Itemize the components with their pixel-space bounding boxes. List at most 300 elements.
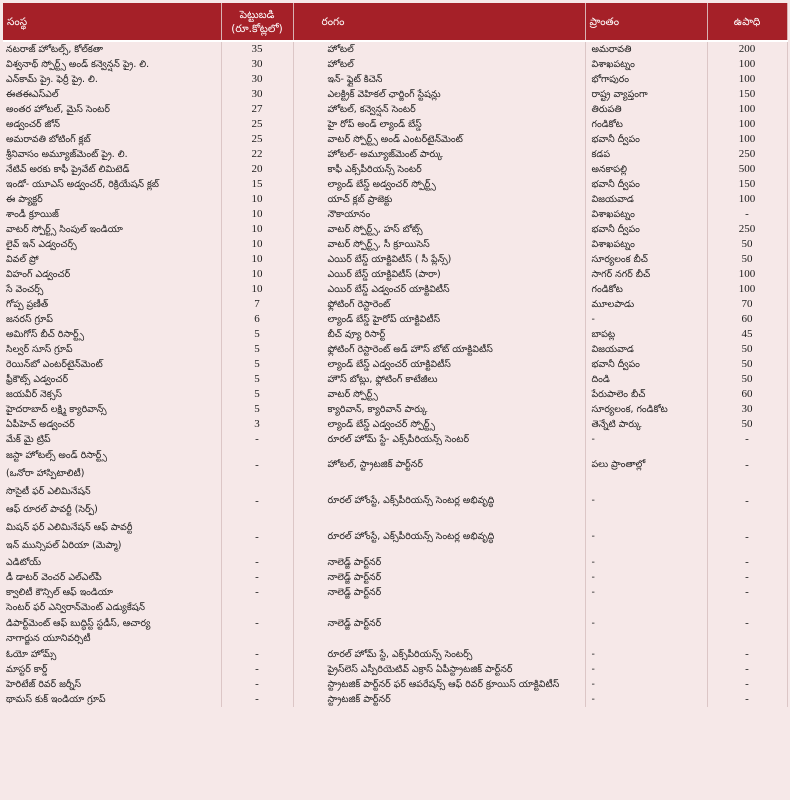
investment-cell <box>221 372 293 387</box>
investment-cell-text: 10 <box>251 268 263 280</box>
org-cell-text: సే వెంచర్స్ <box>6 284 44 295</box>
sector-cell-text: రూరల్ హోంస్టే, ఎక్స్‌పీరియన్స్ సెంటర్ల అభివృద్ధి <box>327 495 495 506</box>
org-cell-text: అమరావతి బోటింగ్ క్లబ్ <box>6 134 91 145</box>
investment-cell-text: 15 <box>251 178 263 190</box>
org-cell-text: శాండీ క్రూయిజ్ <box>6 209 59 220</box>
investment-cell <box>221 87 293 102</box>
sector-cell-text: హోటల్ <box>327 59 354 70</box>
table-row <box>3 600 787 647</box>
employment-cell <box>707 57 787 72</box>
table-header <box>3 3 787 41</box>
employment-cell <box>707 662 787 677</box>
org-cell <box>3 417 221 432</box>
table-row <box>3 162 787 177</box>
employment-cell <box>707 72 787 87</box>
area-cell <box>585 192 707 207</box>
employment-cell-text: - <box>745 208 749 220</box>
sector-cell <box>293 297 585 312</box>
area-cell-text: భవానీ ద్వీపం <box>591 224 640 235</box>
investment-cell-text: 30 <box>251 88 263 100</box>
employment-cell-text: - <box>745 495 749 507</box>
table-row <box>3 102 787 117</box>
area-cell <box>585 87 707 102</box>
employment-cell <box>707 192 787 207</box>
org-cell-text: జనరస్ గ్రూప్ <box>6 314 53 325</box>
org-cell-text: హైదరాబాద్ లక్ష్మి క్యారివాన్స్ <box>6 404 107 415</box>
investment-cell <box>221 417 293 432</box>
investment-cell-text: 5 <box>254 373 260 385</box>
investment-cell-text: 27 <box>251 103 263 115</box>
sector-cell-text: ల్యాండ్ బేస్డ్ ఎడ్వంచర్ స్పోర్ట్స్ <box>327 419 436 430</box>
sector-cell-text: ప్రైస్‌లెస్ ఎస్పీరియెటివ్ ఎక్రాస్ ఏపీస్ట్రాటజిక్ పార్ట్‌నర్ <box>327 663 513 675</box>
investment-cell-text: 10 <box>251 283 263 295</box>
area-cell <box>585 585 707 600</box>
investment-cell <box>221 282 293 297</box>
investment-cell-text: - <box>255 647 259 660</box>
investment-cell-text: - <box>255 459 259 471</box>
investment-cell <box>221 117 293 132</box>
sector-cell <box>293 417 585 432</box>
org-cell <box>3 432 221 447</box>
employment-cell <box>707 132 787 147</box>
area-cell <box>585 267 707 282</box>
table-row <box>3 387 787 402</box>
sector-cell-text: స్ట్రాటజిక్ పార్ట్‌నర్ ఫర్ ఆపరేషన్స్ ఆఫ్ రివర్ క్రూయిస్ యాక్టివిటీస్ <box>327 678 560 690</box>
org-cell-text: నేటివ్ అరకు కాఫీ ప్రైవేట్ లిమిటెడ్ <box>6 164 130 175</box>
employment-cell <box>707 147 787 162</box>
area-cell-text: తెన్నేటి పార్కు <box>591 419 642 430</box>
area-cell-text: విశాఖపట్నం <box>591 239 635 250</box>
org-cell <box>3 222 221 237</box>
employment-cell-text: 60 <box>741 313 753 325</box>
sector-cell-text: నాలెడ్జ్ పార్ట్‌నర్ <box>327 572 382 583</box>
sector-cell <box>293 207 585 222</box>
area-cell <box>585 327 707 342</box>
area-cell <box>585 282 707 297</box>
table-row <box>3 585 787 600</box>
investment-cell <box>221 57 293 72</box>
sector-cell <box>293 327 585 342</box>
investment-cell <box>221 570 293 585</box>
header-organization: సంస్థ <box>3 3 221 41</box>
sector-cell <box>293 357 585 372</box>
org-cell-text: శ్రీనివాసం అమ్యూజ్‌మెంట్ ప్రై. లి. <box>6 149 128 160</box>
header-investment: పెట్టుబడి (రూ.కోట్లలో) <box>221 3 293 41</box>
area-cell <box>585 555 707 570</box>
employment-cell-text: 60 <box>741 388 753 400</box>
area-cell-text: - <box>591 617 595 629</box>
header-employment: ఉపాధి <box>707 3 787 41</box>
area-cell <box>585 677 707 692</box>
employment-cell <box>707 387 787 402</box>
org-cell-text: రెయిన్‌బో ఎంటర్‌టైన్‌మెంట్ <box>6 359 103 370</box>
org-cell-text: జయవీర్ నెక్సస్ <box>6 389 62 400</box>
area-cell <box>585 297 707 312</box>
employment-cell <box>707 519 787 555</box>
employment-cell-text: 50 <box>741 343 753 355</box>
org-cell <box>3 237 221 252</box>
table-row <box>3 555 787 570</box>
org-cell <box>3 342 221 357</box>
area-cell <box>585 662 707 677</box>
org-cell-text: విశ్వనాథ్ స్పోర్ట్స్ అండ్ కన్వెన్షన్ ప్రై. లి. <box>6 59 150 70</box>
employment-cell-text: 50 <box>741 253 753 265</box>
employment-cell <box>707 677 787 692</box>
investment-cell <box>221 237 293 252</box>
org-cell <box>3 297 221 312</box>
org-cell <box>3 692 221 707</box>
investment-cell-text: 10 <box>251 193 263 205</box>
investment-cell <box>221 162 293 177</box>
table-row <box>3 342 787 357</box>
area-cell-text: పేరుపాలెం బీచ్ <box>591 389 646 400</box>
org-cell-text: విహంగ్ ఎడ్వంచర్ <box>6 269 71 280</box>
table-body <box>3 41 787 707</box>
org-cell <box>3 570 221 585</box>
investment-cell-text: - <box>255 586 259 598</box>
employment-cell-text: 100 <box>738 58 756 70</box>
investment-cell <box>221 72 293 87</box>
employment-cell-text: 150 <box>738 88 756 100</box>
sector-cell-text: ఎయిర్ బేస్డ్ యాక్టివిటీస్ (పారా) <box>327 269 441 280</box>
table-row <box>3 87 787 102</box>
investment-cell-text: 22 <box>251 148 263 160</box>
org-cell-text: డీ డాటర్ వెంచర్ ఎల్ఎల్‌పీ <box>6 572 102 583</box>
investment-cell <box>221 267 293 282</box>
investment-cell-text: 5 <box>254 388 260 400</box>
area-cell-text: విజయవాడ <box>591 194 634 205</box>
employment-cell <box>707 297 787 312</box>
area-cell <box>585 692 707 707</box>
employment-cell <box>707 222 787 237</box>
area-cell-text: - <box>591 495 595 506</box>
sector-cell-text: ల్యాండ్ బేస్డ్ అడ్వంచర్ స్పోర్ట్స్ <box>327 179 436 190</box>
table-row <box>3 677 787 692</box>
sector-cell <box>293 662 585 677</box>
sector-cell-text: హోటల్, స్ట్రాటజిక్ పార్ట్‌నర్ <box>327 459 423 470</box>
area-cell <box>585 117 707 132</box>
investment-cell <box>221 600 293 647</box>
investment-cell <box>221 585 293 600</box>
org-cell-text: గోప్ప ప్రణీత్ <box>6 299 49 310</box>
sector-cell-text: వాటర్ స్పోర్ట్స్ <box>327 389 378 400</box>
employment-cell <box>707 417 787 432</box>
sector-cell <box>293 222 585 237</box>
area-cell <box>585 387 707 402</box>
org-cell <box>3 57 221 72</box>
sector-cell-text: హై రోప్ అండ్ ల్యాండ్ బేస్డ్ <box>327 119 422 130</box>
area-cell <box>585 162 707 177</box>
area-cell-text: దిండి <box>591 374 610 385</box>
table-row <box>3 117 787 132</box>
org-cell <box>3 555 221 570</box>
employment-cell <box>707 87 787 102</box>
employment-cell-text: 100 <box>738 193 756 205</box>
org-cell-text: క్వాలిటీ కౌన్సిల్ ఆఫ్ ఇండియా <box>6 587 113 598</box>
investment-cell <box>221 677 293 692</box>
employment-cell-text: - <box>745 692 749 705</box>
sector-cell-text: ఎయిర్ బేస్డ్ ఎడ్వంచర్ యాక్టివిటీస్ <box>327 284 450 295</box>
org-cell-text: నటరాజ్ హోటల్స్, కోల్‌కతా <box>6 44 104 55</box>
table-row <box>3 57 787 72</box>
org-cell <box>3 662 221 677</box>
investment-cell-text: - <box>255 677 259 690</box>
employment-cell-text: 50 <box>741 418 753 430</box>
employment-cell-text: - <box>745 556 749 568</box>
investment-cell-text: 6 <box>254 313 260 325</box>
area-cell <box>585 147 707 162</box>
sector-cell <box>293 282 585 297</box>
table-row <box>3 647 787 662</box>
sector-cell <box>293 692 585 707</box>
org-cell <box>3 252 221 267</box>
area-cell <box>585 372 707 387</box>
area-cell-text: - <box>591 314 595 325</box>
area-cell-text: గండికోట <box>591 284 623 295</box>
employment-cell <box>707 237 787 252</box>
sector-cell <box>293 192 585 207</box>
sector-cell <box>293 312 585 327</box>
sector-cell-text: క్యారివాన్, క్యారివాన్ పార్కు <box>327 404 428 415</box>
employment-cell <box>707 570 787 585</box>
table-row <box>3 312 787 327</box>
area-cell-text: అమరావతి <box>591 44 632 55</box>
investment-cell-text: 3 <box>254 418 260 430</box>
org-cell <box>3 132 221 147</box>
investment-cell-text: 30 <box>251 73 263 85</box>
org-cell <box>3 677 221 692</box>
sector-cell-text: స్ట్రాటజిక్ పార్ట్‌నర్ <box>327 693 391 705</box>
org-cell <box>3 327 221 342</box>
sector-cell <box>293 402 585 417</box>
area-cell-text: సాగర్ నగర్ బీచ్ <box>591 269 651 280</box>
investment-cell <box>221 519 293 555</box>
sector-cell-text: వాటర్ స్పోర్ట్స్, సీ క్రూయిసెస్ <box>327 239 430 250</box>
employment-cell-text: - <box>745 677 749 690</box>
org-cell-text: ఎన్‌కామ్ ప్రై. ఫెర్రీ ప్రై. లి. <box>6 74 98 85</box>
org-cell-text: మాస్టర్ కార్డ్ <box>6 663 48 675</box>
table-row <box>3 72 787 87</box>
area-cell <box>585 72 707 87</box>
employment-cell <box>707 312 787 327</box>
investment-cell <box>221 387 293 402</box>
area-cell-text: రాష్ట్ర వ్యాప్తంగా <box>591 89 648 100</box>
org-cell-text: వాటర్ స్పోర్ట్స్ సింపుల్ ఇండియా <box>6 224 123 235</box>
sector-cell <box>293 647 585 662</box>
org-cell <box>3 447 221 483</box>
area-cell <box>585 222 707 237</box>
org-cell <box>3 117 221 132</box>
org-cell <box>3 357 221 372</box>
investment-cell <box>221 192 293 207</box>
area-cell <box>585 132 707 147</box>
investment-cell-text: 25 <box>251 118 263 130</box>
area-cell-text: విశాఖపట్నం <box>591 59 635 70</box>
employment-cell <box>707 162 787 177</box>
investment-cell-text: 10 <box>251 253 263 265</box>
employment-cell <box>707 447 787 483</box>
sector-cell <box>293 555 585 570</box>
org-cell <box>3 600 221 647</box>
org-cell <box>3 207 221 222</box>
sector-cell-text: రూరల్ హోంస్టే, ఎక్స్‌పీరియన్స్ సెంటర్ల అభివృద్ధి <box>327 531 495 542</box>
sector-cell-text: యాచ్ క్లబ్ ప్రాజెక్టు <box>327 194 393 205</box>
investment-cell <box>221 41 293 57</box>
investment-cell <box>221 402 293 417</box>
investment-cell-text: - <box>255 556 259 568</box>
employment-cell-text: 100 <box>738 133 756 145</box>
sector-cell <box>293 519 585 555</box>
employment-cell <box>707 357 787 372</box>
table-row <box>3 147 787 162</box>
org-cell-text: సిల్వర్ సూస్ గ్రూప్ <box>6 344 73 355</box>
table-row <box>3 372 787 387</box>
sector-cell <box>293 102 585 117</box>
org-cell-text: ఈ ప్యాక్టర్ <box>6 194 43 205</box>
org-cell-text: వివల్ ప్రో <box>6 254 39 265</box>
area-cell <box>585 402 707 417</box>
org-cell-text: మేక్ మై ట్రిప్ <box>6 434 51 445</box>
area-cell-text: భోగాపురం <box>591 74 630 85</box>
sector-cell <box>293 432 585 447</box>
investment-cell <box>221 647 293 662</box>
area-cell <box>585 177 707 192</box>
area-cell-text: అనకాపల్లి <box>591 164 627 175</box>
org-cell-text: అమిగోస్ బీచ్ రిసార్ట్స్ <box>6 329 85 340</box>
area-cell-text: బాపట్ల <box>591 329 616 340</box>
area-cell <box>585 570 707 585</box>
sector-cell-text: నాలెడ్జ్ పార్ట్‌నర్ <box>327 587 382 598</box>
employment-cell <box>707 117 787 132</box>
investment-cell <box>221 297 293 312</box>
employment-cell-text: 45 <box>741 328 753 340</box>
investment-cell <box>221 327 293 342</box>
investment-cell-text: 35 <box>251 43 263 55</box>
area-cell <box>585 519 707 555</box>
area-cell-text: పలు ప్రాంతాల్లో <box>591 459 646 470</box>
org-cell <box>3 483 221 519</box>
sector-cell-text: రూరల్ హోమ్ స్టే- ఎక్స్‌పీరియన్స్ సెంటర్ <box>327 434 470 445</box>
table-row <box>3 132 787 147</box>
sector-cell <box>293 342 585 357</box>
table-row <box>3 222 787 237</box>
sector-cell-text: ల్యాండ్ బేస్డ్ ఎడ్వంచర్ యాక్టివిటీస్ <box>327 359 451 370</box>
investment-cell <box>221 177 293 192</box>
org-cell <box>3 72 221 87</box>
employment-cell-text: - <box>745 662 749 675</box>
table-row <box>3 519 787 555</box>
employment-cell-text: - <box>745 531 749 543</box>
org-cell <box>3 87 221 102</box>
org-cell <box>3 192 221 207</box>
org-cell <box>3 162 221 177</box>
sector-cell <box>293 72 585 87</box>
area-cell-text: - <box>591 693 595 705</box>
org-cell <box>3 102 221 117</box>
org-cell-text: సొసైటీ ఫర్ ఎలిమినేషన్ ఆఫ్ రూరల్ పావర్టీ (సెర్ప్) <box>6 486 98 515</box>
area-cell <box>585 342 707 357</box>
area-cell-text: గండికోట <box>591 119 623 130</box>
area-cell-text: మూలపాడు <box>591 299 635 310</box>
area-cell-text: - <box>591 678 595 690</box>
investment-cell <box>221 662 293 677</box>
sector-cell <box>293 677 585 692</box>
sector-cell <box>293 147 585 162</box>
employment-cell <box>707 585 787 600</box>
employment-cell-text: - <box>745 647 749 660</box>
table-row <box>3 662 787 677</box>
employment-cell-text: - <box>745 571 749 583</box>
sector-cell <box>293 41 585 57</box>
area-cell-text: విజయవాడ <box>591 344 634 355</box>
employment-cell-text: 100 <box>738 283 756 295</box>
area-cell <box>585 252 707 267</box>
area-cell <box>585 102 707 117</box>
sector-cell-text: హోటల్- అమ్యూజ్‌మెంట్ పార్కు <box>327 149 443 160</box>
employment-cell-text: 500 <box>738 163 756 175</box>
investment-cell-text: 10 <box>251 208 263 220</box>
sector-cell-text: ల్యాండ్ బేస్డ్ హైరోప్ యాక్టివిటీస్ <box>327 314 441 325</box>
area-cell <box>585 417 707 432</box>
sector-cell <box>293 132 585 147</box>
org-cell <box>3 519 221 555</box>
org-cell-text: ఈతఈఎస్ఎల్ <box>6 89 59 100</box>
org-cell-text: థామస్ కుక్ ఇండియా గ్రూప్ <box>6 693 106 705</box>
investment-cell-text: - <box>255 571 259 583</box>
area-cell <box>585 647 707 662</box>
area-cell <box>585 447 707 483</box>
org-cell <box>3 312 221 327</box>
investment-cell <box>221 447 293 483</box>
sector-cell-text: రూరల్ హోమ్ స్టే, ఎక్స్‌పీరియన్స్ సెంటర్స్ <box>327 648 473 660</box>
investment-cell-text: 5 <box>254 328 260 340</box>
table-row <box>3 177 787 192</box>
org-cell <box>3 585 221 600</box>
area-cell <box>585 432 707 447</box>
area-cell-text: భవానీ ద్వీపం <box>591 134 640 145</box>
area-cell-text: తిరుపతి <box>591 104 622 115</box>
employment-cell-text: 30 <box>741 403 753 415</box>
employment-cell-text: 100 <box>738 268 756 280</box>
investment-cell-text: - <box>255 616 259 629</box>
employment-cell <box>707 41 787 57</box>
table-row <box>3 237 787 252</box>
employment-cell-text: 50 <box>741 358 753 370</box>
employment-cell-text: 150 <box>738 178 756 190</box>
employment-cell-text: 100 <box>738 103 756 115</box>
investment-cell <box>221 483 293 519</box>
sector-cell <box>293 372 585 387</box>
area-cell <box>585 312 707 327</box>
employment-cell-text: - <box>745 459 749 471</box>
table-row <box>3 417 787 432</box>
employment-cell <box>707 402 787 417</box>
table-row <box>3 483 787 519</box>
employment-cell <box>707 327 787 342</box>
table-row <box>3 692 787 707</box>
sector-cell <box>293 177 585 192</box>
area-cell-text: సూర్యలంక, గండికోట <box>591 404 668 415</box>
table-row <box>3 252 787 267</box>
employment-cell-text: 50 <box>741 238 753 250</box>
sector-cell-text: ఫ్లోటింగ్ రెస్టారెంట్ <box>327 299 391 310</box>
sector-cell-text: నౌకాయానం <box>327 209 371 220</box>
area-cell-text: - <box>591 648 595 660</box>
area-cell-text: - <box>591 587 595 598</box>
employment-cell <box>707 372 787 387</box>
area-cell <box>585 483 707 519</box>
employment-cell-text: 100 <box>738 73 756 85</box>
